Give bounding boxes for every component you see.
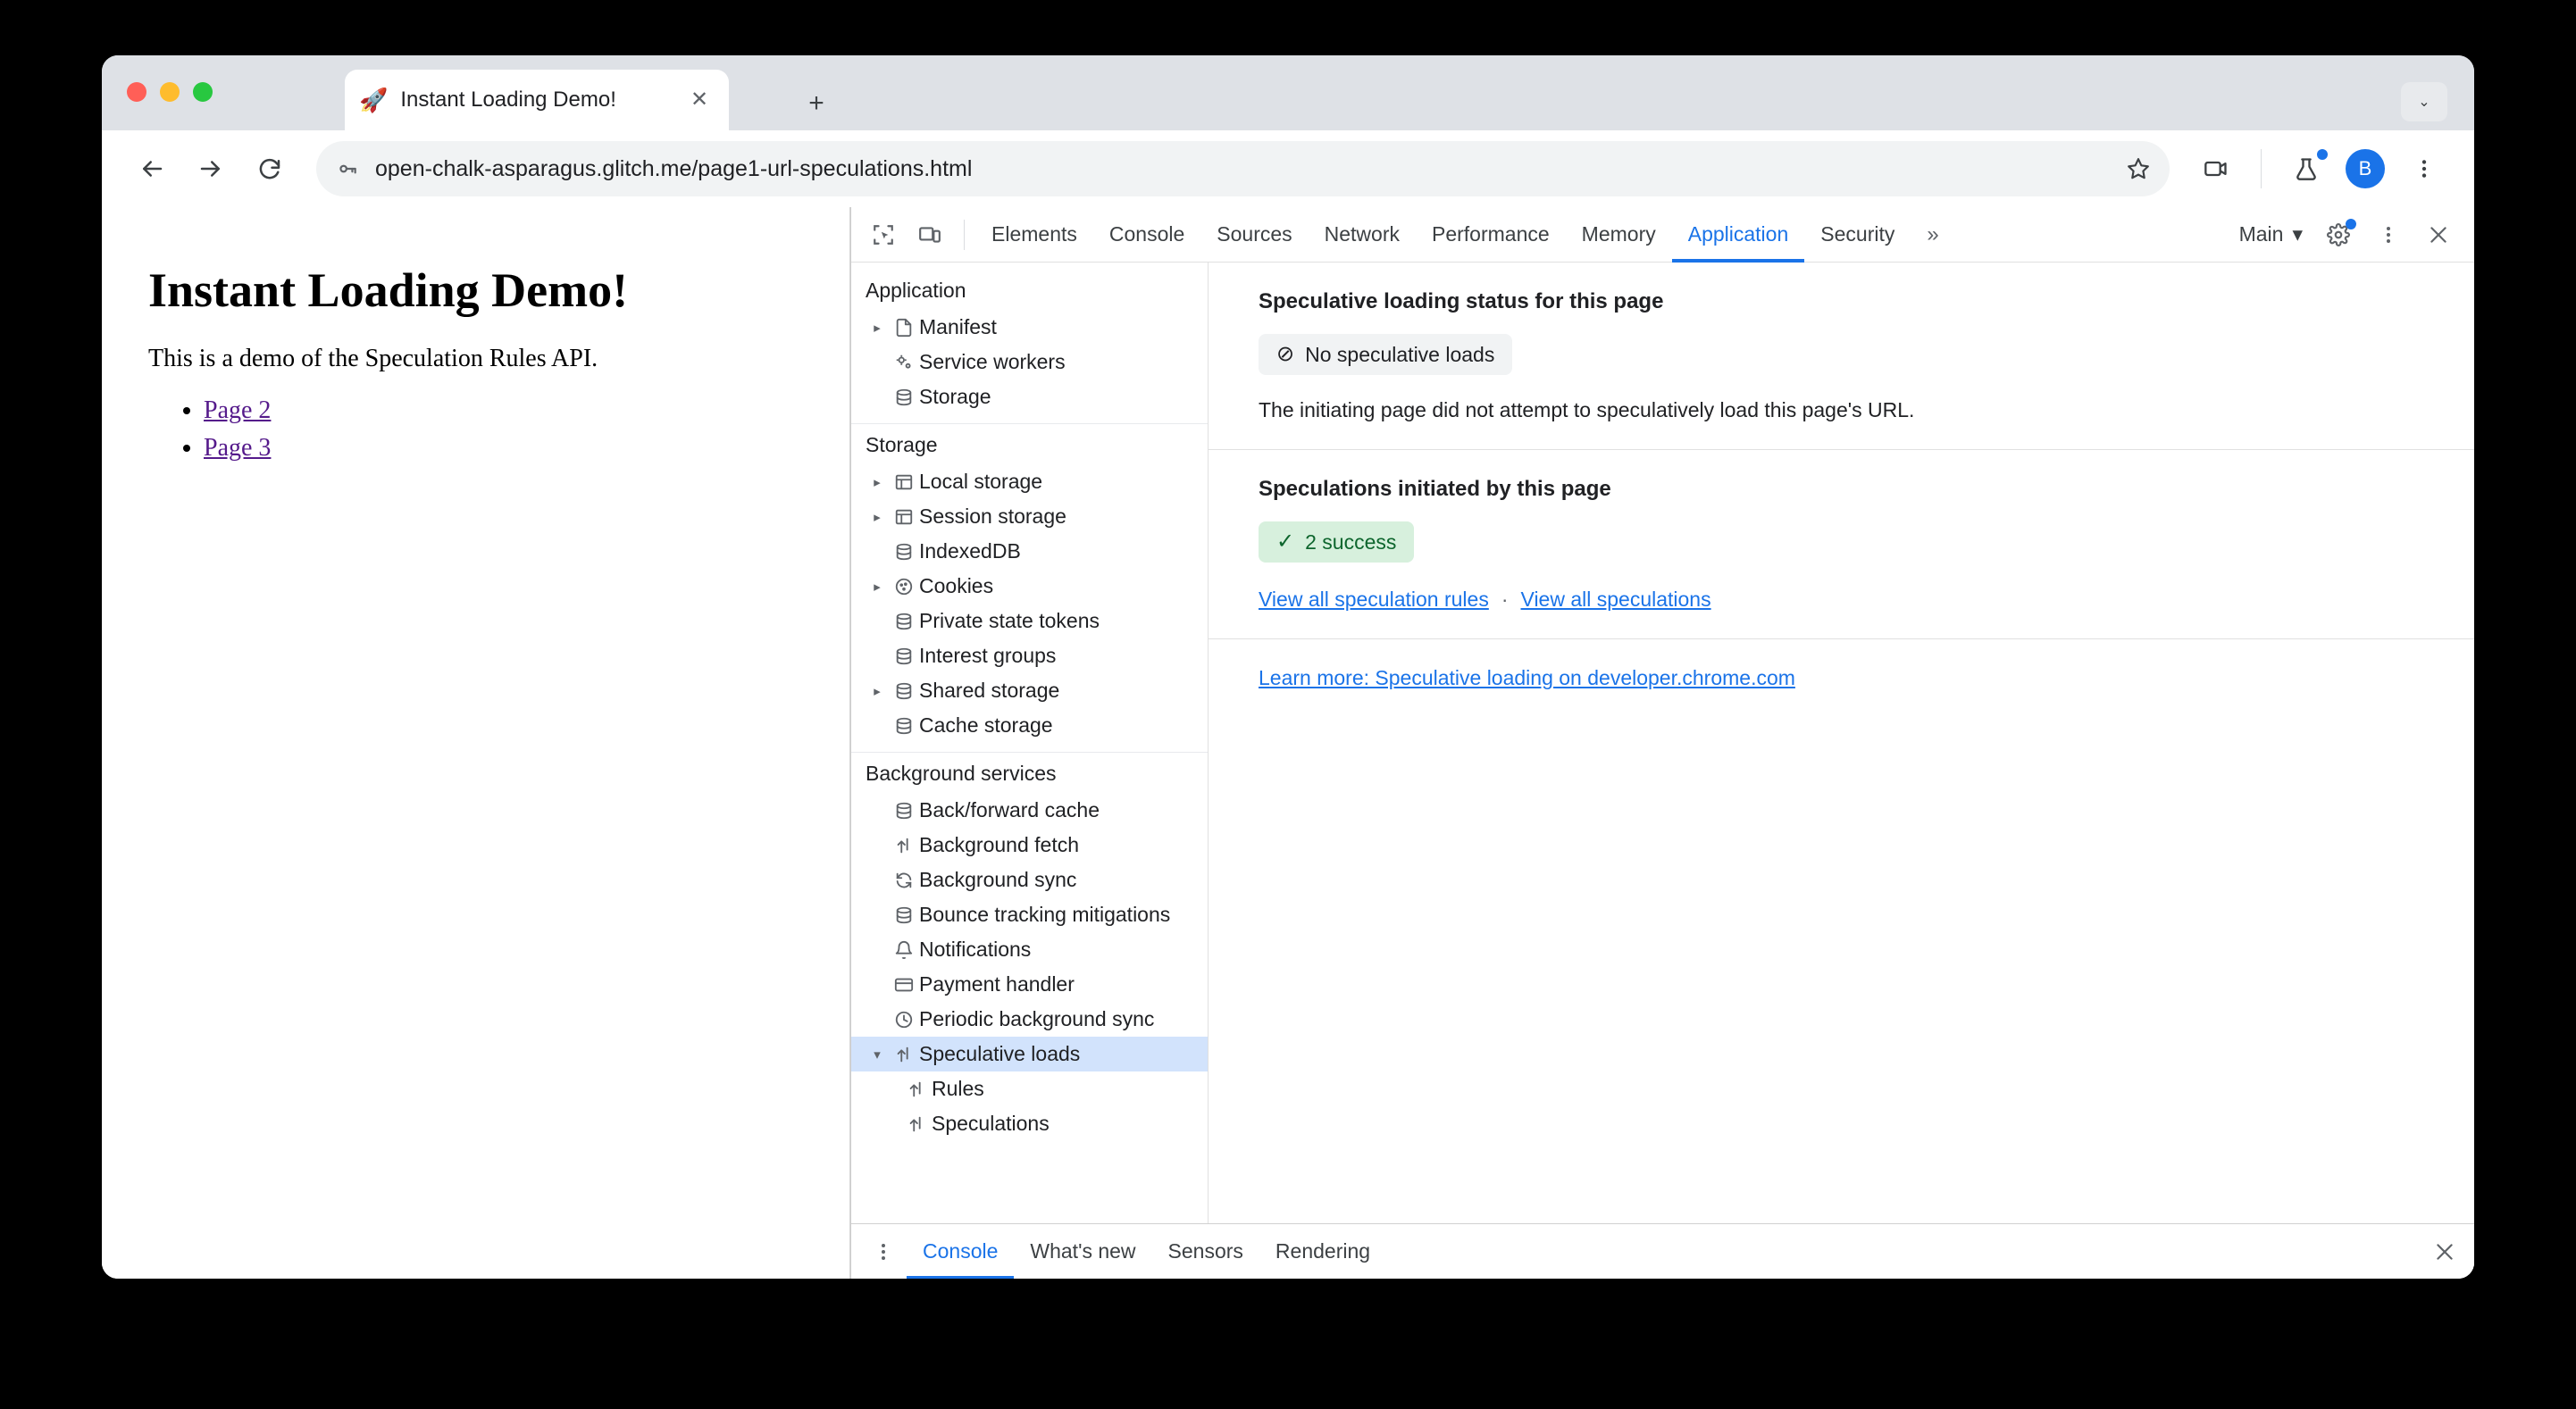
forward-button[interactable] (184, 142, 238, 196)
sidebar-item-label: Cache storage (919, 713, 1053, 737)
devtools-overflow-icon[interactable] (2365, 212, 2412, 258)
speculation-links (1259, 588, 2424, 612)
tab-sources[interactable]: Sources (1217, 222, 1292, 246)
arrow-up-icon (889, 1045, 919, 1064)
sidebar-item-speculative-loads[interactable] (851, 1037, 1208, 1071)
sidebar-item-label: Payment handler (919, 972, 1075, 996)
tab-list-chevron-down-icon[interactable]: ⌄ (2401, 82, 2447, 121)
address-bar-url: open-chalk-asparagus.glitch.me/page1-url-speculations.html (375, 155, 973, 181)
sidebar-item-notifications[interactable] (851, 932, 1208, 967)
sidebar-item-periodic-background-sync[interactable] (851, 1002, 1208, 1037)
drawer-menu-icon[interactable] (860, 1229, 907, 1275)
database-icon (889, 388, 919, 407)
sidebar-item-label: Storage (919, 385, 991, 408)
cookie-icon (889, 577, 919, 596)
more-tabs-icon[interactable]: » (1927, 221, 1939, 246)
sidebar-item-label: IndexedDB (919, 539, 1021, 563)
sidebar-item-rules[interactable] (851, 1071, 1208, 1106)
tab-title: Instant Loading Demo! (400, 88, 616, 112)
sidebar-item-speculations[interactable] (851, 1106, 1208, 1141)
tab-application[interactable]: Application (1672, 207, 1805, 263)
success-badge-label: 2 success (1305, 529, 1397, 554)
address-bar[interactable] (316, 141, 2170, 196)
bell-icon (889, 940, 919, 960)
speculative-loading-status-section (1209, 263, 2474, 450)
tab-security[interactable]: Security (1820, 222, 1895, 246)
database-icon (889, 801, 919, 821)
browser-tab[interactable] (345, 70, 729, 130)
sidebar-item-session-storage[interactable] (851, 499, 1208, 534)
sidebar-group-storage (851, 424, 1208, 753)
devtools-toolbar-right (2230, 212, 2474, 258)
clock-icon (889, 1010, 919, 1030)
sidebar-item-label: Background sync (919, 868, 1077, 891)
sidebar-item-background-sync[interactable] (851, 863, 1208, 897)
devtools-drawer (851, 1223, 2474, 1279)
sidebar-item-label: Speculations (932, 1112, 1050, 1135)
zoom-window-button[interactable] (193, 82, 213, 102)
minimize-window-button[interactable] (160, 82, 180, 102)
expand-arrow-icon[interactable]: ▸ (874, 320, 881, 336)
application-sidebar (851, 263, 1209, 1223)
gear-icon[interactable] (2315, 212, 2362, 258)
sidebar-item-label: Manifest (919, 315, 997, 338)
tab-performance[interactable]: Performance (1432, 222, 1550, 246)
sidebar-group-title: Background services (866, 762, 1057, 785)
section-heading: Speculative loading status for this page (1259, 289, 1664, 313)
sidebar-group-background-services (851, 753, 1208, 1150)
device-toolbar-icon[interactable] (907, 212, 953, 258)
devtools-body (851, 263, 2474, 1223)
tab-network[interactable]: Network (1324, 222, 1400, 246)
page-paragraph: This is a demo of the Speculation Rules API. (148, 345, 598, 372)
tab-memory[interactable]: Memory (1581, 222, 1656, 246)
reload-button[interactable] (243, 142, 297, 196)
devtools-close-icon[interactable] (2415, 212, 2462, 258)
database-icon (889, 612, 919, 631)
sidebar-item-local-storage[interactable] (851, 464, 1208, 499)
sidebar-item-label: Interest groups (919, 644, 1057, 667)
list-item (204, 396, 814, 425)
extensions-icon[interactable] (2189, 142, 2243, 196)
learn-more-section (1209, 639, 2474, 717)
devtools-panel (850, 207, 2474, 1279)
sidebar-item-label: Notifications (919, 938, 1032, 961)
browser-content (102, 207, 2474, 1279)
database-icon (889, 646, 919, 666)
sidebar-item-private-state-tokens[interactable] (851, 604, 1208, 638)
sidebar-item-label: Background fetch (919, 833, 1080, 856)
sidebar-item-label: Local storage (919, 470, 1043, 493)
page-link-list (148, 396, 814, 463)
frame-context-label: Main (2238, 222, 2284, 246)
collapse-arrow-icon[interactable]: ▾ (874, 1046, 881, 1063)
tab-console[interactable]: Console (1108, 222, 1185, 246)
sidebar-item-cookies[interactable] (851, 569, 1208, 604)
sidebar-item-label: Session storage (919, 504, 1066, 528)
success-badge (1259, 521, 1414, 563)
browser-toolbar (102, 130, 2474, 207)
page3-link[interactable]: Page 3 (204, 434, 272, 462)
sidebar-item-back-forward-cache[interactable] (851, 793, 1208, 828)
sidebar-item-label: Speculative loads (919, 1042, 1081, 1065)
sidebar-item-indexeddb[interactable] (851, 534, 1208, 569)
drawer-tab-rendering[interactable]: Rendering (1275, 1239, 1371, 1263)
page-viewport (102, 207, 850, 1279)
close-window-button[interactable] (127, 82, 146, 102)
tab-strip (102, 55, 2474, 130)
table-icon (889, 507, 919, 527)
sidebar-group-application (851, 270, 1208, 424)
status-note: The initiating page did not attempt to speculatively load this page's URL. (1259, 398, 1915, 421)
sidebar-item-label: Shared storage (919, 679, 1060, 702)
sidebar-item-cache-storage[interactable] (851, 708, 1208, 743)
card-icon (889, 975, 919, 995)
sync-icon (889, 871, 919, 890)
sidebar-item-label: Private state tokens (919, 609, 1100, 632)
sidebar-item-storage[interactable] (851, 379, 1208, 414)
speculations-initiated-section (1209, 450, 2474, 639)
expand-arrow-icon[interactable]: ▸ (874, 683, 881, 699)
check-circle-icon: ✓ (1276, 529, 1295, 554)
database-icon (889, 542, 919, 562)
drawer-tab-sensors[interactable]: Sensors (1167, 1239, 1243, 1263)
expand-arrow-icon[interactable]: ▸ (874, 474, 881, 490)
expand-arrow-icon[interactable]: ▸ (874, 579, 881, 595)
inspect-element-icon[interactable] (860, 212, 907, 258)
tab-close-icon[interactable]: ✕ (690, 88, 709, 112)
toolbar-actions (2189, 142, 2451, 196)
site-info-icon[interactable] (336, 157, 359, 180)
sidebar-item-label: Periodic background sync (919, 1007, 1155, 1030)
link-separator: · (1501, 588, 1509, 611)
back-button[interactable] (125, 142, 179, 196)
sidebar-item-label: Bounce tracking mitigations (919, 903, 1171, 926)
section-heading: Speculations initiated by this page (1259, 477, 1611, 501)
sidebar-item-service-workers[interactable] (851, 345, 1208, 379)
browser-menu-icon[interactable] (2397, 142, 2451, 196)
status-badge (1259, 334, 1512, 375)
drawer-tab-console[interactable]: Console (907, 1224, 1014, 1280)
speculative-loads-panel (1209, 263, 2474, 1223)
arrow-up-icon (889, 836, 919, 855)
sidebar-group-title: Storage (866, 433, 938, 456)
devtools-toolbar (851, 207, 2474, 263)
sidebar-item-label: Rules (932, 1077, 984, 1100)
frame-context-selector[interactable] (2230, 222, 2312, 246)
sidebar-item-manifest[interactable] (851, 310, 1208, 345)
database-icon (889, 905, 919, 925)
window-traffic-lights (127, 82, 213, 102)
tab-favicon-icon: 🚀 (359, 87, 389, 113)
sidebar-item-interest-groups[interactable] (851, 638, 1208, 673)
database-icon (889, 716, 919, 736)
view-all-speculation-rules-link[interactable]: View all speculation rules (1259, 588, 1489, 611)
browser-window (102, 55, 2474, 1279)
table-icon (889, 472, 919, 492)
sidebar-item-bounce-tracking-mitigations[interactable] (851, 897, 1208, 932)
gear-icon (889, 353, 919, 372)
page-title: Instant Loading Demo! (148, 263, 629, 317)
bookmark-star-icon[interactable] (2127, 157, 2150, 180)
sidebar-item-label: Back/forward cache (919, 798, 1100, 821)
document-icon (889, 318, 919, 338)
sidebar-item-payment-handler[interactable] (851, 967, 1208, 1002)
learn-more-link[interactable]: Learn more: Speculative loading on developer.chrome.com (1259, 666, 1795, 689)
toolbar-divider (2261, 149, 2262, 188)
drawer-close-icon[interactable] (2433, 1240, 2474, 1263)
sidebar-item-background-fetch[interactable] (851, 828, 1208, 863)
expand-arrow-icon[interactable]: ▸ (874, 509, 881, 525)
database-icon (889, 681, 919, 701)
sidebar-item-label: Service workers (919, 350, 1066, 373)
arrow-up-icon (901, 1080, 932, 1099)
devtools-experiment-icon[interactable] (2279, 142, 2333, 196)
no-loads-icon: ⊘ (1276, 342, 1295, 366)
drawer-tab-whats-new[interactable]: What's new (1030, 1239, 1136, 1263)
chevron-down-icon: ▾ (2292, 222, 2303, 246)
sidebar-group-title: Application (866, 279, 966, 302)
page2-link[interactable]: Page 2 (204, 396, 272, 424)
devtools-toolbar-divider (964, 220, 965, 250)
view-all-speculations-link[interactable]: View all speculations (1520, 588, 1711, 611)
tab-elements[interactable]: Elements (991, 222, 1077, 246)
arrow-up-icon (901, 1114, 932, 1134)
devtools-tabs (975, 207, 1955, 263)
sidebar-item-shared-storage[interactable] (851, 673, 1208, 708)
list-item (204, 434, 814, 463)
new-tab-button[interactable]: + (808, 88, 824, 118)
profile-avatar[interactable]: B (2346, 149, 2385, 188)
status-badge-label: No speculative loads (1305, 342, 1495, 366)
sidebar-item-label: Cookies (919, 574, 994, 597)
